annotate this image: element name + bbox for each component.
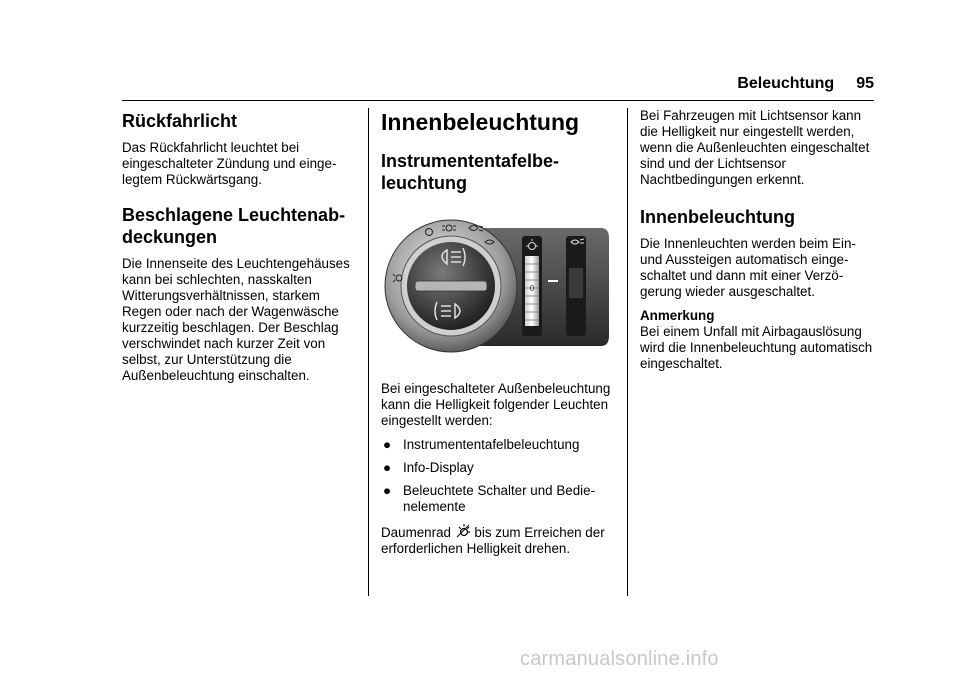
paragraph-lichtsensor: Bei Fahrzeugen mit Lichtsensor kann die Helligkeit nur eingestellt werden, wenn die Außenleuchten eingeschaltet sind und der Lichtsensor Nachtbedingungen erkennt. (640, 108, 870, 187)
heading-innenbeleuchtung: Innenbeleuchtung (640, 207, 795, 227)
heading-beschlagene-leuchtenabdeckungen: Beschlagene Leuchtenabdeckungen (122, 205, 346, 247)
section-title: Beleuchtung (737, 75, 835, 92)
paragraph-rueckfahrlicht: Das Rückfahrlicht leuchtet bei eingeschalteter Zündung und eingelegtem Rückwärtsgang. (122, 140, 337, 187)
list-item: ● Instrumententafelbeleuchtung (383, 437, 580, 452)
header-rule (122, 100, 874, 101)
column-divider-1 (368, 108, 369, 596)
knob-grip (415, 281, 487, 291)
light-switch-illustration (381, 208, 613, 358)
paragraph-daumenrad: Daumenrad bis zum Erreichen der erforderlichen Helligkeit drehen. (381, 525, 605, 556)
paragraph-innenleuchten: Die Innenleuchten werden beim Ein- und Aussteigen automatisch eingeschaltet und dann mit einer Verzögerung wieder ausgeschaltet. (640, 236, 856, 299)
watermark: carmanualsonline.info (520, 648, 719, 670)
headlight-range-wheel[interactable] (569, 268, 583, 298)
heading-instrumententafelbeleuchtung: Instrumententafelbeleuchtung (381, 151, 560, 193)
list-item: ● Info-Display (383, 460, 474, 475)
note-label: Anmerkung (640, 308, 715, 323)
page-number: 95 (856, 75, 874, 92)
list-item: ● Beleuchtete Schalter und Bedienelemente (383, 483, 596, 514)
dimmer-sun-icon (455, 523, 471, 539)
heading-rueckfahrlicht: Rückfahrlicht (122, 111, 238, 131)
chapter-title: Innenbeleuchtung (381, 109, 580, 135)
paragraph-helligkeit: Bei eingeschalteter Außenbeleuchtung kann die Helligkeit folgender Leuchten eingestellt werden: (381, 381, 611, 428)
position-marker (548, 280, 558, 282)
bullet-dot: ● (383, 437, 392, 452)
column-1 (122, 108, 354, 384)
column-2 (381, 108, 613, 557)
light-switch-figure (381, 208, 613, 363)
bullet-dot: ● (383, 460, 392, 475)
paragraph-airbag: Bei einem Unfall mit Airbagauslösung wird die Innenbeleuchtung automatisch eingeschaltet. (640, 324, 873, 371)
paragraph-beschlag: Die Innenseite des Leuchtengehäuses kann bei schlechten, nasskalten Witterungsverhältnissen, starkem Regen oder nach der Wagenwäsche kurzzeitig beschlagen. Der Beschlag verschwindet nach kurzer Zeit von selbst, zur Unterstützung die Außenbeleuchtung einschalten. (122, 256, 350, 383)
running-header (122, 72, 874, 96)
dimmer-zero-label: 0 (529, 284, 535, 293)
brightness-list (381, 437, 613, 515)
column-divider-2 (627, 108, 628, 596)
column-3 (640, 108, 874, 372)
bullet-dot: ● (383, 483, 392, 498)
